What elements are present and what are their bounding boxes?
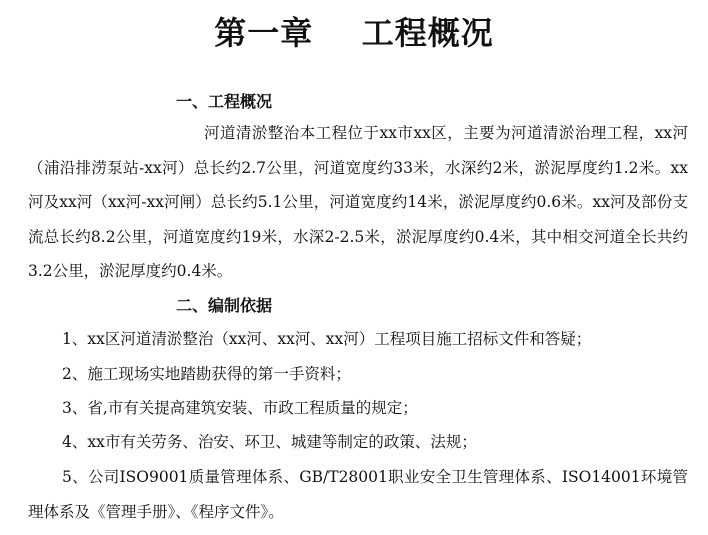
basis-item-3: 3、省,市有关提高建筑安装、市政工程质量的规定； bbox=[62, 399, 418, 417]
basis-item-1: 1、xx区河道清淤整治（xx河、xx河、xx河）工程项目施工招标文件和答疑； bbox=[62, 330, 592, 348]
section-heading-basis: 二、编制依据 bbox=[176, 296, 273, 315]
basis-item-2: 2、施工现场实地踏勘获得的第一手资料； bbox=[62, 365, 351, 383]
section-heading-overview: 一、工程概况 bbox=[176, 92, 273, 111]
chapter-title: 第一章 工程概况 bbox=[214, 14, 494, 52]
overview-paragraph: 河道清淤整治本工程位于xx市xx区，主要为河道清淤治理工程，xx河（浦沿排涝泵站-xx河）总长约2.7公里，河道宽度约33米，水深约2米，淤泥厚度约1.2米。xx河及xx河（xx河-xx河闸）总长约5.1公里，河道宽度约14米，淤泥厚度约0.6米。xx河及部份支流总长约8.2公里，河道宽度约19米，水深2-2.5米，淤泥厚度约0.4米，其中相交河道全长共约3.2公里，淤泥厚度约0.4米。 bbox=[28, 124, 688, 280]
basis-item-5: 5、公司ISO9001质量管理体系、GB/T28001职业安全卫生管理体系、ISO14001环境管理体系及《管理手册》、《程序文件》。 bbox=[28, 468, 688, 521]
basis-item-4: 4、xx市有关劳务、治安、环卫、城建等制定的政策、法规； bbox=[62, 433, 477, 451]
